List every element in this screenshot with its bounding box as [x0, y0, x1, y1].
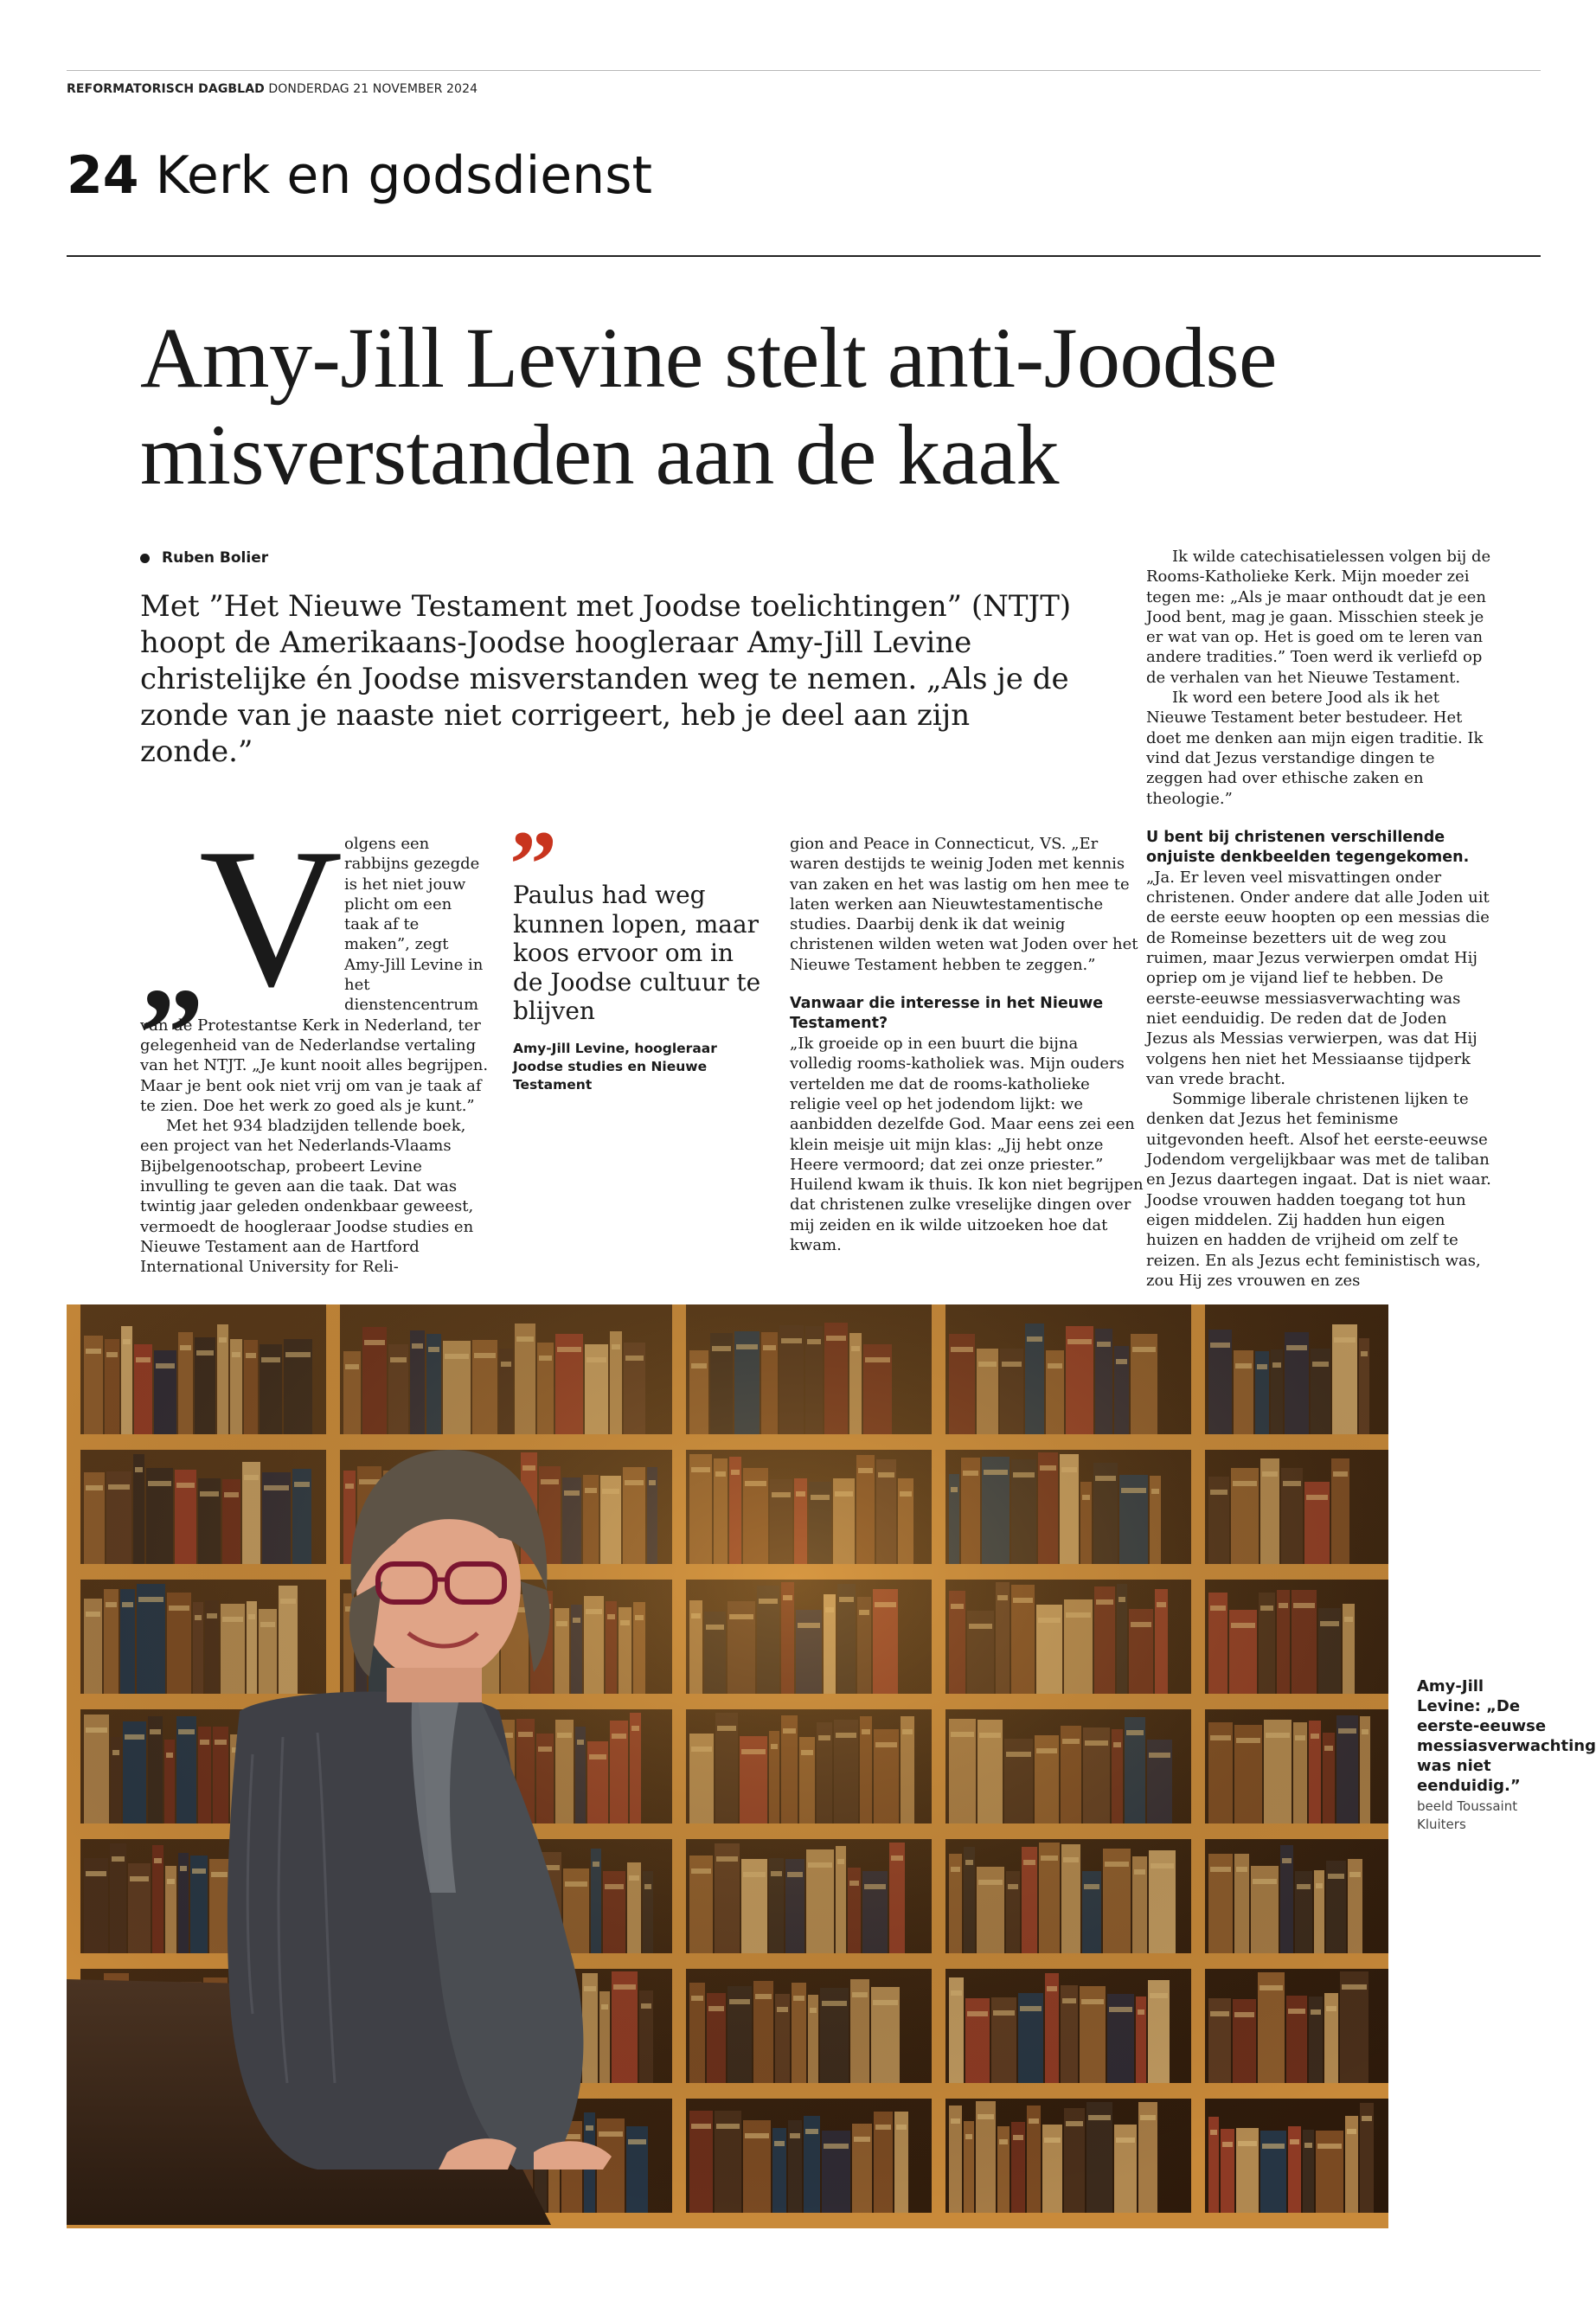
byline-bullet	[140, 554, 150, 563]
headline-line-2: misverstanden aan de kaak	[140, 407, 1060, 503]
paragraph: „Ik groeide op in een buurt die bijna volledig rooms-katholiek was. Mijn ouders vertelden me dat de rooms-katholieke religie veel op het jodendom lijkt: we aanbidden dezelfde God. Maar eens zei een klein meisje uit mijn klas: „Jij hebt onze Heere vermoord; dat zei onze priester.” Huilend kwam ik thuis. Ik kon niet begrijpen dat christenen zulke vreselijke dingen over mij zeiden en ik wilde uitzoeken hoe dat kwam.	[790, 1035, 1144, 1255]
interview-question: U bent bij christenen verschillende onjuiste denkbeelden tegengekomen.	[1146, 828, 1470, 866]
author-name: Ruben Bolier	[162, 549, 269, 567]
headline	[140, 310, 1490, 503]
article-column-3	[790, 834, 1144, 1255]
drop-cap	[140, 807, 343, 1038]
paragraph: Met het 934 bladzijden tellende boek, een project van het Nederlands-Vlaams Bijbelgenootschap, probeert Levine invulling te geven aan die taak. Dat was twintig jaar geleden ondenkbaar geweest, vermoedt de hoogleraar Joodse studies en Nieuwe Testament aan de Hartford International University for Reli-	[140, 1117, 474, 1277]
article-column-4	[1146, 547, 1492, 1290]
photo-caption	[1417, 1676, 1596, 1834]
paragraph: gion and Peace in Connecticut, VS. „Er waren destijds te weinig Joden met kennis van zaken en het was lastig om hen mee te laten werken aan Nieuwtestamentische studies. Daarbij denk ik dat weinig christenen wilden weten wat Joden over het Nieuwe Testament hebben te zeggen.”	[790, 835, 1138, 974]
section-title: Kerk en godsdienst	[155, 145, 652, 206]
intro-paragraph: Met ”Het Nieuwe Testament met Joodse toelichtingen” (NTJT) hoopt de Amerikaans-Joodse hoogleraar Amy-Jill Levine christelijke én Joodse misverstanden weg te nemen. „Als je de zonde van je naaste niet corrigeert, heb je deel aan zijn zonde.”	[140, 589, 1072, 769]
paragraph: „Ja. Er leven veel misvattingen onder christenen. Onder andere dat alle Joden uit de eerste eeuw hoopten op een messias die de Romeinse bezetters uit de weg zou ruimen, maar Jezus verwierpen omdat Hij opriep om je vijand lief te hebben. De eerste-eeuwse messiasverwachting was niet eenduidig. De reden dat de Joden Jezus als Messias verwierpen, was dat Hij volgens hen niet het Messiaanse tijdperk van vrede bracht.	[1146, 868, 1490, 1088]
paragraph: Ik word een betere Jood als ik het Nieuwe Testament beter bestudeer. Het doet me denken aan mijn eigen traditie. Ik vind dat Jezus verstandige dingen te zeggen had over ethische zaken en theologie.”	[1146, 689, 1484, 808]
headline-line-1: Amy-Jill Levine stelt anti-Joodse	[140, 310, 1277, 406]
paragraph: Sommige liberale christenen lijken te denken dat Jezus het feminisme uitgevonden heeft. Alsof het eerste-eeuwse Jodendom vergelijkbaar was met de taliban en Jezus daartegen ingaat. Dat is niet waar. Joodse vrouwen hadden toegang tot hun eigen middelen. Zij hadden hun eigen huizen en hadden de vrijheid om zelf te reizen. En als Jezus echt feministisch was, zou Hij zes vrouwen en zes	[1146, 1090, 1491, 1290]
masthead-paper: REFORMATORISCH DAGBLAD	[67, 82, 265, 96]
masthead-date: DONDERDAG 21 NOVEMBER 2024	[268, 82, 478, 96]
section-header	[67, 145, 652, 206]
paragraph: olgens een rabbijns gezegde is het niet jouw plicht om een taak af te maken”, zegt Amy-Jill Levine in het dienstencentrum van de Protestantse Kerk in Nederland, ter gelegenheid van de Nederlandse vertaling van het NTJT. „Je kunt nooit alles begrijpen. Maar je bent ook niet vrij om van je taak af te zien. Doe het werk zo goed als je kunt.”	[140, 835, 489, 1115]
pull-quote-source: Amy-Jill Levine, hoogleraar Joodse studies en Nieuwe Testament	[513, 1040, 717, 1093]
drop-cap-quote: „	[140, 894, 205, 1038]
article-photo	[67, 1304, 1388, 2225]
photo-credit: beeld Toussaint Kluiters	[1417, 1798, 1518, 1832]
page-number: 24	[67, 145, 139, 206]
top-rule	[67, 70, 1541, 71]
interview-question: Vanwaar die interesse in het Nieuwe Testament?	[790, 995, 1104, 1033]
drop-cap-letter: V	[199, 807, 343, 1028]
article-column-1	[140, 807, 489, 1277]
section-rule	[67, 255, 1541, 257]
caption-text: Amy-Jill Levine: „De eerste-eeuwse messiasverwachting was niet eenduidig.”	[1417, 1677, 1596, 1795]
pull-quote-text: Paulus had weg kunnen lopen, maar koos ervoor om in de Joodse cultuur te blijven	[513, 881, 761, 1025]
pull-quote	[510, 811, 764, 1094]
byline	[140, 549, 268, 567]
library-bookshelf-photo	[67, 1304, 1388, 2225]
quote-mark-icon: ”	[510, 811, 557, 917]
paragraph: Ik wilde catechisatielessen volgen bij de Rooms-Katholieke Kerk. Mijn moeder zei tegen me: „Als je maar onthoudt dat je een Jood bent, mag je gaan. Misschien steek je er wat van op. Het is goed om te leren van andere tradities.” Toen werd ik verliefd op de verhalen van het Nieuwe Testament.	[1146, 548, 1491, 687]
masthead	[67, 82, 478, 96]
